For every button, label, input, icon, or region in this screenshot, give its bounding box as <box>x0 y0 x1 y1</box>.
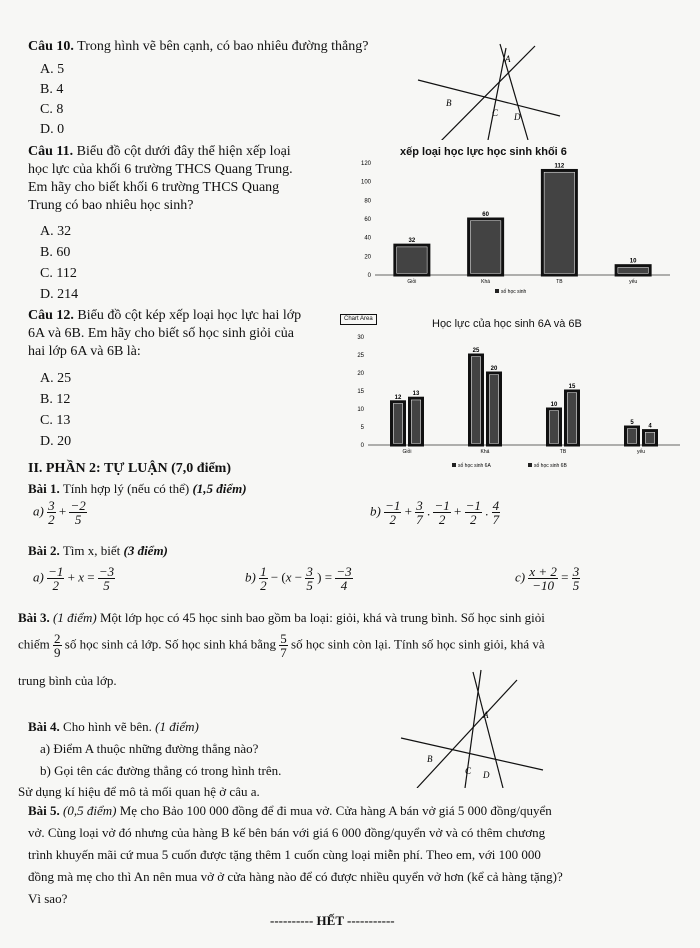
denominator: 7 <box>416 512 423 527</box>
bai2-a-label: a) <box>33 569 44 585</box>
bar-fill <box>618 268 648 273</box>
q12-option-d: D. 20 <box>40 434 72 449</box>
q10-option-a: A. 5 <box>40 62 65 77</box>
bai1-points: (1,5 điểm) <box>192 481 247 496</box>
q12-label: Câu 12. <box>28 308 74 323</box>
bai1-a-expression: a) $\frac{3}{2}$ + $\frac{-2}{5}$ <box>33 498 86 527</box>
data-label: 15 <box>568 384 576 390</box>
figure-line <box>432 46 535 140</box>
end-marker: ---------- HẾT ----------- <box>270 913 395 928</box>
y-tick-label: 0 <box>367 273 371 279</box>
bar-fill <box>394 404 403 443</box>
q10-option-c: C. 8 <box>40 102 64 117</box>
bai5-line-1 <box>28 802 693 820</box>
bai3-points: (1 điểm) <box>53 610 97 625</box>
bai5-line-5: Vì sao? <box>28 891 68 906</box>
chart-6a-6b-title: Học lực của học sinh 6A và 6B <box>432 318 582 330</box>
bar-fill <box>544 172 574 273</box>
bai1-b-expression: b) $\frac{-1}{2}$ + $\frac{3}{7}$ . $\frac{-1}{2}$ + $\frac{-1}{2}$ . $\frac{4}{7}$ <box>370 498 500 527</box>
fraction <box>259 565 268 592</box>
point-d-label: D <box>514 112 521 122</box>
q12-option-c: C. 13 <box>40 413 71 428</box>
fraction <box>47 499 56 526</box>
data-label: 25 <box>472 348 480 354</box>
bai5-label: Bài 5. <box>28 803 60 818</box>
data-label: 60 <box>482 212 489 218</box>
denominator: 5 <box>74 512 82 527</box>
q12-line: hai lớp 6A và 6B là: <box>28 344 141 359</box>
fraction <box>433 499 450 526</box>
bai5-points: (0,5 điểm) <box>63 803 117 818</box>
bai2-points: (3 điểm) <box>123 543 168 558</box>
q10-lines-figure <box>410 40 570 140</box>
q11-question <box>28 143 348 215</box>
data-label: 10 <box>629 258 637 265</box>
bai2-a-expression: a) $\frac{-1}{2}$ + x = $\frac{-3}{5}$ <box>33 564 115 593</box>
numerator: −1 <box>465 498 481 513</box>
numerator: −1 <box>48 564 64 579</box>
numerator: −1 <box>385 498 401 513</box>
data-label: 13 <box>412 391 420 398</box>
y-tick-label: 15 <box>357 389 364 395</box>
data-label: 112 <box>554 163 565 170</box>
x-tick-label: yếu <box>636 449 646 455</box>
numerator: 2 <box>54 631 61 646</box>
denominator: 2 <box>52 578 59 593</box>
x-tick-label: Khá <box>480 449 490 455</box>
fraction <box>492 499 501 526</box>
numerator: 3 <box>306 564 313 579</box>
denominator: 4 <box>340 578 348 593</box>
q11-line: Trung có bao nhiêu học sinh? <box>28 198 194 213</box>
numerator: −2 <box>70 498 86 513</box>
bai4-label: Bài 4. <box>28 719 60 734</box>
fraction <box>53 632 62 659</box>
bai3-line-1 <box>18 609 688 627</box>
denominator: 2 <box>48 512 55 527</box>
fraction <box>98 565 115 592</box>
figure-line <box>401 738 543 770</box>
legend-swatch <box>495 289 499 293</box>
chart-6a-6b-plot <box>340 329 685 473</box>
bai3-text: số học sinh còn lại. Tính số học sinh giỏi, khá và <box>291 636 545 652</box>
y-tick-label: 40 <box>364 235 371 242</box>
x-tick-label: TB <box>556 279 563 285</box>
bai4-lines-figure <box>395 666 555 788</box>
bar-fill <box>646 433 655 443</box>
fraction <box>69 499 86 526</box>
data-label: 12 <box>394 394 402 401</box>
bai1-label: Bài 1. <box>28 481 60 496</box>
bai2-b-label: b) <box>245 569 256 585</box>
q12-line: Biểu đồ cột kép xếp loại học lực hai lớp <box>77 308 302 323</box>
q12-line: 6A và 6B. Em hãy cho biết số học sinh giỏi của <box>28 326 294 341</box>
legend-label: số học sinh 6A <box>458 463 491 469</box>
data-label: 32 <box>408 238 416 245</box>
point-a-label: A <box>483 710 489 720</box>
bar-fill <box>490 375 499 443</box>
y-tick-label: 25 <box>357 353 364 359</box>
y-tick-label: 20 <box>357 371 364 377</box>
bai3-line-3: trung bình của lớp. <box>18 673 117 688</box>
fraction <box>384 499 401 526</box>
denominator: 5 <box>572 578 580 593</box>
q12-option-a: A. 25 <box>40 371 72 386</box>
point-b-label: B <box>446 98 452 108</box>
legend-label: số học sinh <box>501 289 527 295</box>
y-tick-label: 30 <box>357 335 364 341</box>
fraction <box>335 565 352 592</box>
q11-option-a: A. 32 <box>40 224 72 239</box>
legend-swatch <box>452 463 456 467</box>
q11-option-c: C. 112 <box>40 266 77 281</box>
y-tick-label: 80 <box>364 198 371 205</box>
bai2-label: Bài 2. <box>28 543 60 558</box>
denominator: 2 <box>469 512 477 527</box>
bar-fill <box>550 411 559 443</box>
q11-line: học lực của khối 6 trường THCS Quang Trung. <box>28 162 293 177</box>
y-tick-label: 20 <box>364 254 371 261</box>
denominator: 7 <box>280 645 287 660</box>
bai3-text: số học sinh cả lớp. Số học sinh khá bằng <box>64 636 277 652</box>
q10-question <box>28 38 368 56</box>
chart-khoi6 <box>345 143 675 303</box>
numerator: 3 <box>48 498 55 513</box>
bai3-label: Bài 3. <box>18 610 50 625</box>
fraction <box>279 632 288 659</box>
denominator: 5 <box>103 578 110 593</box>
x-tick-label: Giỏi <box>402 449 412 455</box>
point-d-label: D <box>483 770 490 780</box>
y-tick-label: 10 <box>357 407 364 413</box>
bai3-text: chiếm <box>18 636 50 652</box>
point-c-label: C <box>492 108 499 118</box>
bar-fill <box>397 247 427 273</box>
chart-khoi6-title: xếp loại học lực học sinh khối 6 <box>400 146 567 158</box>
bai2-b-expression: b) $\frac{1}{2}$ − (x − $\frac{3}{5}$ ) = $\frac{-3}{4}$ <box>245 564 352 593</box>
part2-heading: II. PHẦN 2: TỰ LUẬN (7,0 điểm) <box>28 461 231 476</box>
q10-label: Câu 10. <box>28 39 74 54</box>
denominator: 5 <box>306 578 313 593</box>
bai5-line-4: đồng mà mẹ cho thì An nên mua vở ở cửa hàng nào để có được nhiều quyển vở hơn (kể cả hàng tặng)? <box>28 869 563 884</box>
numerator: −1 <box>434 498 450 513</box>
fraction <box>572 565 581 592</box>
legend-swatch <box>528 463 532 467</box>
bar-fill <box>568 393 577 443</box>
data-label: 10 <box>550 402 558 408</box>
bai1-text: Tính hợp lý (nếu có thể) <box>62 481 190 496</box>
q12-question <box>28 307 348 361</box>
data-label: 4 <box>648 423 652 430</box>
x-tick-label: Giỏi <box>407 279 417 285</box>
numerator: 4 <box>492 498 500 513</box>
fraction <box>528 565 558 592</box>
bai4-header <box>28 718 199 736</box>
chart-khoi6-plot <box>345 157 675 303</box>
y-tick-label: 60 <box>364 217 371 223</box>
q10-option-b: B. 4 <box>40 82 64 97</box>
bai3-text: Một lớp học có 45 học sinh bao gồm ba loại: giỏi, khá và trung bình. Số học sinh giỏi <box>99 610 545 625</box>
bai5-line-3: trình khuyến mãi cứ mua 5 cuốn được tặng thêm 1 cuốn cùng loại miễn phí. Theo em, với 100 000 <box>28 847 541 862</box>
q10-option-d: D. 0 <box>40 122 65 137</box>
bai3-line-2 <box>18 632 698 659</box>
bai2-c-label: c) <box>515 569 526 585</box>
bai1-a-label: a) <box>33 503 44 519</box>
legend-label: số học sinh 6B <box>534 463 567 469</box>
chart-area-badge: Chart Area <box>340 314 377 325</box>
denominator: 2 <box>260 578 267 593</box>
bai4-part-b: b) Gọi tên các đường thẳng có trong hình trên. <box>40 763 282 778</box>
numerator: −3 <box>98 564 115 579</box>
denominator: 2 <box>438 512 446 527</box>
q11-line: Em hãy cho biết khối 6 trường THCS Quang <box>28 180 280 195</box>
numerator: 3 <box>416 498 423 513</box>
q11-line: Biểu đồ cột dưới đây thể hiện xếp loại <box>76 144 291 159</box>
y-tick-label: 5 <box>360 425 364 431</box>
bar-fill <box>628 429 637 443</box>
point-a-label: A <box>505 54 511 64</box>
y-tick-label: 120 <box>360 161 371 167</box>
numerator: 1 <box>260 564 267 579</box>
fraction <box>305 565 314 592</box>
x-tick-label: yếu <box>629 279 638 285</box>
fraction <box>465 499 482 526</box>
q10-text: Trong hình vẽ bên cạnh, có bao nhiêu đường thẳng? <box>77 39 369 54</box>
bai2-c-expression: c) $\frac{x + 2}{-10}$ = $\frac{3}{5}$ <box>515 564 580 593</box>
q11-label: Câu 11. <box>28 144 74 159</box>
y-tick-label: 100 <box>360 179 371 186</box>
bai1-header <box>28 480 247 498</box>
bar-fill <box>412 400 421 443</box>
denominator: −10 <box>532 578 555 593</box>
numerator: −3 <box>336 564 352 579</box>
bai2-header <box>28 542 168 560</box>
x-tick-label: Khá <box>481 279 491 285</box>
numerator: x + 2 <box>529 564 557 579</box>
numerator: 3 <box>572 564 580 579</box>
figure-line <box>488 48 506 140</box>
denominator: 2 <box>389 512 396 527</box>
point-b-label: B <box>427 754 433 764</box>
chart-6a-6b <box>340 313 685 473</box>
denominator: 7 <box>492 512 500 527</box>
numerator: 5 <box>280 631 287 646</box>
x-tick-label: TB <box>559 449 567 455</box>
bar-fill <box>471 221 501 273</box>
bai5-line-2: vở. Cùng loại vở đó nhưng của hàng B kế bên bán với giá 6 000 đồng/quyển vở và có thêm chương <box>28 825 546 840</box>
bai4-note: Sử dụng kí hiệu để mô tả mối quan hệ ở câu a. <box>18 784 260 799</box>
y-tick-label: 0 <box>360 443 364 449</box>
bar-fill <box>472 357 481 443</box>
bai4-part-a: a) Điểm A thuộc những đường thẳng nào? <box>40 741 259 756</box>
bai4-points: (1 điểm) <box>155 719 199 734</box>
bai4-text: Cho hình vẽ bên. <box>63 719 152 734</box>
denominator: 9 <box>54 645 61 660</box>
fraction <box>47 565 64 592</box>
fraction <box>415 499 424 526</box>
q11-option-d: D. 214 <box>40 287 79 302</box>
bai5-text: Mẹ cho Bảo 100 000 đồng để đi mua vở. Cửa hàng A bán vở giá 5 000 đồng/quyển <box>119 803 552 818</box>
q11-option-b: B. 60 <box>40 245 71 260</box>
point-c-label: C <box>465 766 472 776</box>
q12-option-b: B. 12 <box>40 392 71 407</box>
data-label: 5 <box>630 420 634 426</box>
figure-line <box>418 80 560 116</box>
data-label: 20 <box>490 366 498 372</box>
bai1-b-label: b) <box>370 503 381 519</box>
bai2-text: Tìm x, biết <box>62 543 121 558</box>
